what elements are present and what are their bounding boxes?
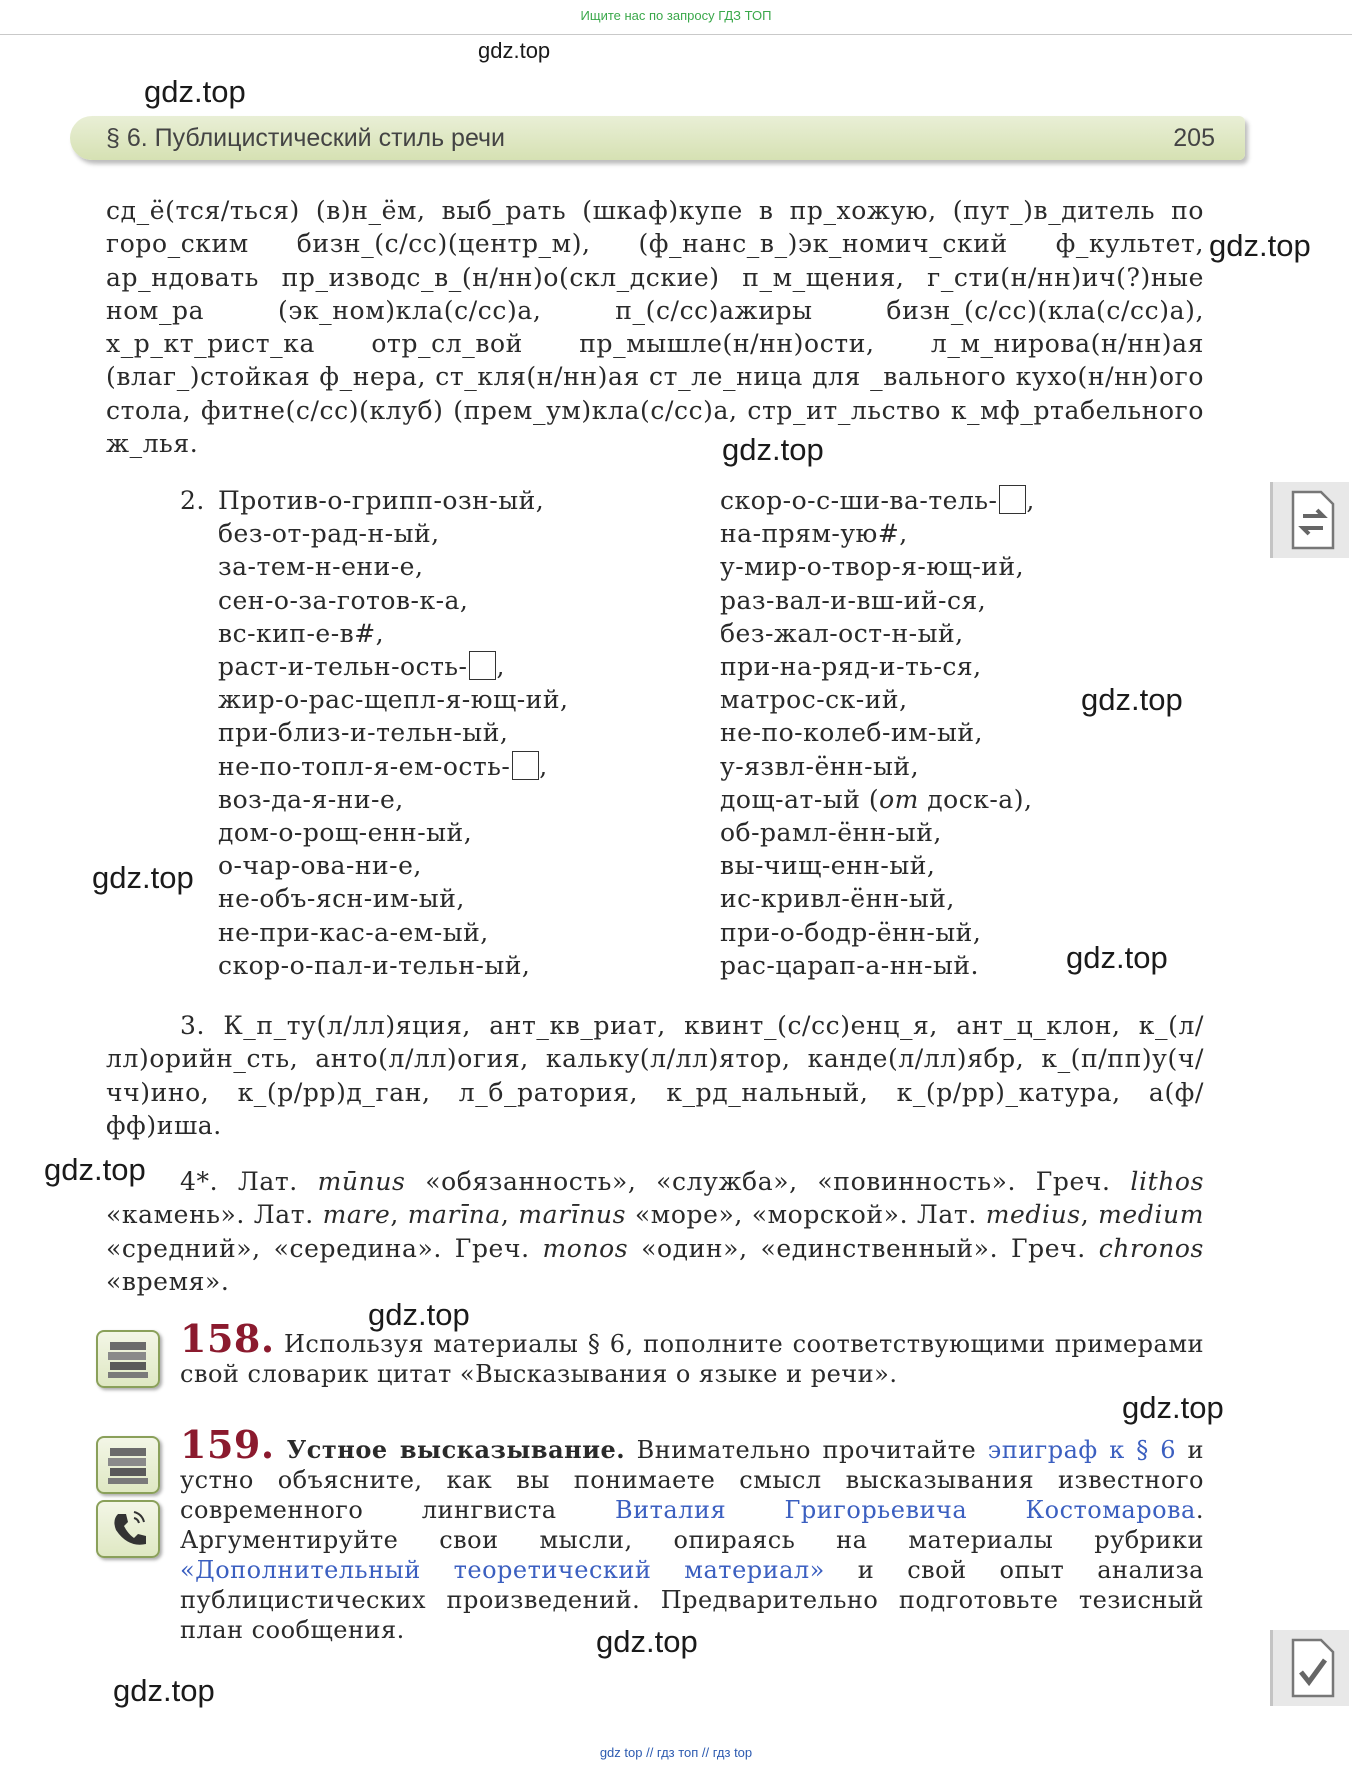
word-item (218, 617, 568, 650)
word-text: вс-кип-е-в#, (218, 618, 385, 648)
p4-text: «средний», «середина». Греч. (106, 1233, 543, 1263)
watermark: gdz.top (1066, 940, 1168, 975)
word-item (720, 949, 1035, 982)
checked-document-icon[interactable] (1270, 1630, 1349, 1706)
page-number: 205 (1173, 124, 1215, 152)
word-text: без-от-рад-н-ый, (218, 519, 440, 549)
word-text: об-рамл-ённ-ый, (720, 818, 942, 848)
word-text: рас-царап-а-нн-ый. (720, 950, 979, 980)
refresh-document-icon[interactable] (1270, 482, 1349, 558)
word-item (218, 750, 568, 783)
watermark: gdz.top (368, 1297, 470, 1332)
word-list-right (720, 484, 1035, 982)
word-item (218, 650, 568, 683)
p4-text: «море», «морской». Лат. (626, 1200, 986, 1230)
word-text: за-тем-н-ени-е, (218, 552, 424, 582)
word-text: без-жал-ост-н-ый, (720, 618, 964, 648)
p4-text: «один», «единственный». Греч. (628, 1233, 1099, 1263)
footer-links[interactable]: gdz top // гдз топ // гдз top (599, 1745, 753, 1760)
comma: , (1026, 486, 1035, 515)
section2-number: 2. (180, 486, 205, 515)
word-item (218, 683, 568, 716)
word-text: матрос-ск-ий, (720, 685, 908, 715)
latin-word: medium (1098, 1200, 1205, 1230)
word-item (720, 716, 1035, 749)
latin-word: mare (322, 1200, 391, 1230)
word-text: жир-о-рас-щепл-я-ющ-ий, (218, 685, 569, 715)
latin-word: medius (985, 1200, 1081, 1230)
word-item (218, 484, 568, 517)
word-text: скор-о-с-ши-ва-тель- (720, 486, 998, 515)
p4-text: , (500, 1200, 519, 1230)
task-heading: Устное высказывание. (274, 1435, 626, 1464)
p4-text: 4*. Лат. (180, 1167, 318, 1196)
books-icon[interactable] (96, 1330, 160, 1388)
word-text: при-близ-и-тельн-ый, (218, 718, 509, 748)
watermark: gdz.top (44, 1152, 146, 1187)
phone-icon[interactable] (96, 1500, 160, 1558)
answer-box[interactable] (469, 651, 496, 680)
exercise-text-3: 3. К_п_ту(л/лл)яция, ант_кв_риат, квинт_(с/сс)енц_я, ант_ц_клон, к_(л/лл)орийн_сть, анто(л/лл)огия, кальку(л/лл)ятор, канде(л/лл)ябр, к_(п/пп)у(ч/чч)ино, к_(р/рр)д_ган, л_б_ратория, к_рд_нальный, к_(р/рр)_катура, а(ф/фф)иша. (106, 1011, 1204, 1140)
word-text: вы-чищ-енн-ый, (720, 851, 936, 881)
word-list-left (218, 484, 568, 982)
word-item (218, 882, 568, 915)
greek-word: lithos (1130, 1167, 1204, 1196)
task-text: и устно объясните, как вы понимаете смысл высказывания известного современного лингвиста (180, 1436, 1204, 1524)
word-text: не-объ-ясн-им-ый, (218, 884, 465, 914)
task-number: 158. (180, 1316, 275, 1361)
task-number: 159. (180, 1422, 275, 1467)
word-item (218, 517, 568, 550)
word-item (720, 849, 1035, 882)
word-item (218, 716, 568, 749)
word-text: от (879, 784, 919, 814)
task-158 (180, 1316, 1204, 1389)
linguist-link[interactable]: Виталия Григорьевича Костомарова (615, 1496, 1196, 1524)
word-text: воз-да-я-ни-е, (218, 784, 404, 814)
answer-box[interactable] (999, 485, 1026, 514)
epigraph-link[interactable]: эпиграф к § 6 (987, 1436, 1176, 1464)
word-text: дом-о-рощ-енн-ый, (218, 818, 473, 848)
theory-link[interactable]: «Дополнительный теоретический материал» (180, 1556, 825, 1584)
word-text: скор-о-пал-и-тельн-ый, (218, 950, 531, 980)
word-item (720, 916, 1035, 949)
task-text: . Аргументируйте свои мысли, опираясь на материалы рубрики (180, 1496, 1204, 1554)
word-item (720, 484, 1035, 517)
watermark: gdz.top (113, 1673, 215, 1708)
greek-word: monos (542, 1233, 629, 1263)
exercise-text-1: сд_ё(тся/ться) (в)н_ём, выб_рать (шкаф)купе в пр_хожую, (пут_)в_дитель по горо_ским бизн_(с/сс)(центр_м), (ф_нанс_в_)эк_номич_ский ф_культет, ар_ндовать пр_изводс_в_(н/нн)о(скл_дские) п_м_щения, г_сти(н/нн)ич(?)ные ном_ра (эк_ном)кла(с/сс)а, п_(с/сс)ажиры бизн_(с/сс)(кла(с/сс)а), х_р_кт_рист_ка отр_сл_вой пр_мышле(н/нн)ости, л_м_нирова(н/нн)ая (влаг_)стойкая ф_нера, ст_кля(н/нн)ая ст_ле_ница для _вального кухо(н/нн)ого стола, фитне(с/сс)(клуб) (прем_ум)кла(с/сс)а, стр_ит_льство к_мф_ртабельного ж_лья. (106, 196, 1204, 459)
word-text: не-по-топл-я-ем-ость- (218, 751, 511, 781)
top-banner[interactable]: Ищите нас по запросу ГДЗ ТОП (0, 0, 1352, 35)
books-icon[interactable] (96, 1436, 160, 1494)
p4-text: «обязанность», «служба», «повинность». Греч. (405, 1167, 1131, 1196)
latin-word: marīnus (518, 1200, 627, 1230)
word-text: раст-и-тельн-ость- (218, 652, 468, 682)
word-item (720, 882, 1035, 915)
word-text: не-по-колеб-им-ый, (720, 718, 983, 748)
word-text: не-при-кас-а-ем-ый, (218, 917, 489, 947)
word-text: ис-кривл-ённ-ый, (720, 884, 955, 914)
watermark: gdz.top (478, 38, 551, 63)
word-text: у-мир-о-твор-я-ющ-ий, (720, 552, 1025, 582)
word-text: сен-о-за-готов-к-а, (218, 585, 469, 615)
word-text: Против-о-грипп-озн-ый, (218, 486, 545, 515)
greek-word: chronos (1098, 1233, 1204, 1263)
word-text: раз-вал-и-вш-ий-ся, (720, 585, 987, 615)
word-item (720, 584, 1035, 617)
word-item (218, 550, 568, 583)
word-item (218, 816, 568, 849)
watermark: gdz.top (144, 74, 246, 109)
task-159 (180, 1422, 1204, 1645)
latin-word: mūnus (317, 1167, 406, 1196)
comma: , (539, 751, 548, 781)
word-text: на-прям-ую#, (720, 519, 908, 549)
word-item (218, 584, 568, 617)
answer-box[interactable] (512, 751, 539, 780)
watermark: gdz.top (1081, 682, 1183, 717)
p4-text: «камень». Лат. (106, 1200, 323, 1230)
task-text: Внимательно прочитайте (625, 1436, 988, 1464)
word-item (218, 916, 568, 949)
section-title: § 6. Публицистический стиль речи (106, 124, 506, 152)
watermark: gdz.top (1209, 228, 1311, 263)
word-item (720, 650, 1035, 683)
word-text: о-чар-ова-ни-е, (218, 851, 422, 881)
word-item (720, 550, 1035, 583)
word-text: дощ-ат-ый ( (720, 784, 880, 814)
word-item (218, 783, 568, 816)
p4-text: «время». (106, 1266, 230, 1296)
watermark: gdz.top (1122, 1390, 1224, 1425)
p4-text: , (1080, 1200, 1099, 1230)
watermark: gdz.top (92, 860, 194, 895)
word-item (720, 617, 1035, 650)
word-text: при-о-бодр-ённ-ый, (720, 917, 982, 947)
word-item (218, 949, 568, 982)
exercise-text-4 (106, 1165, 1204, 1298)
word-text: доск-а), (918, 784, 1033, 814)
word-item (720, 750, 1035, 783)
word-item (720, 517, 1035, 550)
watermark: gdz.top (722, 432, 824, 467)
word-text: при-на-ряд-и-ть-ся, (720, 652, 982, 682)
word-item (218, 849, 568, 882)
section-header (70, 116, 1245, 160)
p4-text: , (390, 1200, 408, 1230)
watermark: gdz.top (596, 1624, 698, 1659)
latin-word: marīna (407, 1200, 501, 1230)
word-item (720, 683, 1035, 716)
comma: , (496, 652, 505, 682)
word-item (720, 816, 1035, 849)
task-text: Используя материалы § 6, пополните соответствующими примерами свой словарик цитат «Высказывания о языке и речи». (180, 1330, 1204, 1388)
word-text: у-язвл-ённ-ый, (720, 751, 920, 781)
task-text: и свой опыт анализа публицистических произведений. Предварительно подготовьте тезисный план сообщения. (180, 1556, 1204, 1644)
word-item (720, 783, 1035, 816)
